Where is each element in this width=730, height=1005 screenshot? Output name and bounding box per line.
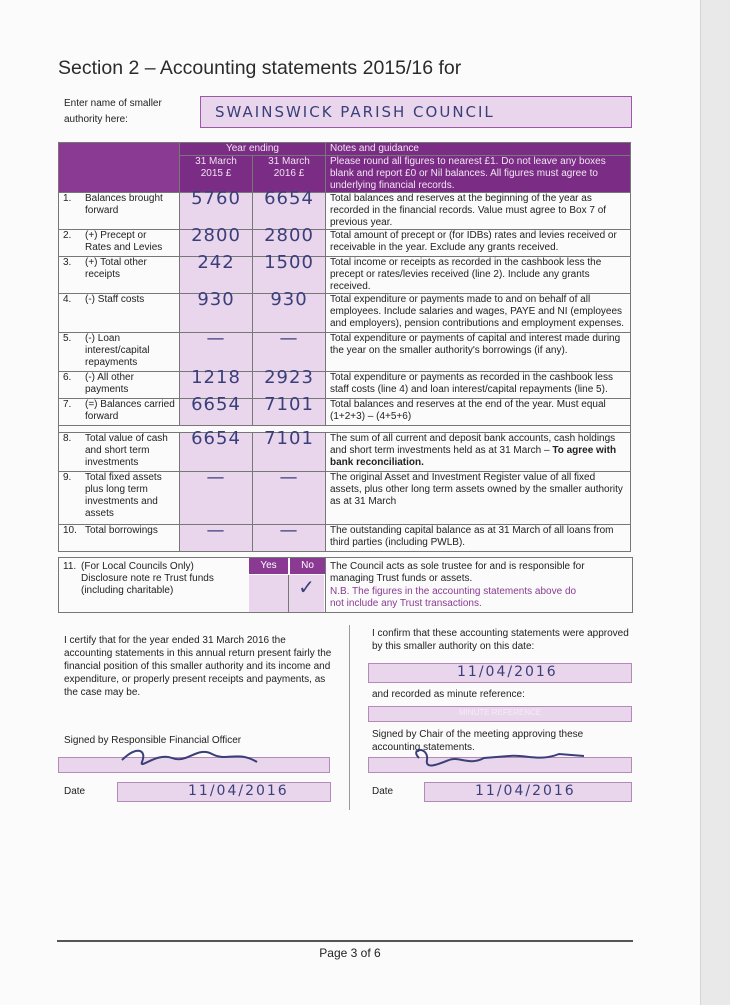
table-row bbox=[59, 525, 631, 552]
row-note-text: Total balances and reserves at the beginning of the year as recorded in the financial records. Value must agree to Box 7 of previous year. bbox=[330, 193, 607, 228]
value-2016: — bbox=[279, 520, 299, 541]
value-2015: — bbox=[206, 520, 226, 541]
chair-signature-field[interactable] bbox=[368, 757, 632, 773]
table-row bbox=[59, 472, 631, 525]
value-2015-cell[interactable] bbox=[180, 467, 253, 525]
value-2015-cell[interactable] bbox=[180, 289, 253, 333]
accounting-statements-table bbox=[58, 142, 631, 552]
value-2015-cell[interactable] bbox=[180, 328, 253, 372]
page-number: Page 3 of 6 bbox=[319, 946, 381, 960]
value-2016-cell[interactable] bbox=[253, 520, 326, 552]
table-row bbox=[59, 257, 631, 294]
row-number: 3. bbox=[59, 257, 82, 294]
row-note-bold: To agree with bank reconciliation. bbox=[330, 445, 617, 468]
row11-label: (For Local Councils Only) Disclosure note re Trust funds (including charitable) bbox=[81, 561, 214, 596]
row-number: 6. bbox=[59, 372, 82, 399]
header-blank bbox=[59, 143, 180, 193]
row-number: 5. bbox=[59, 333, 82, 372]
table-row bbox=[59, 333, 631, 372]
value-2015: 242 bbox=[197, 252, 235, 273]
row-note bbox=[326, 372, 631, 399]
year-ending-header: Year ending bbox=[180, 143, 326, 156]
value-2016: 7101 bbox=[264, 428, 314, 449]
row-note bbox=[326, 433, 631, 472]
row-note-text: Total amount of precept or (for IDBs) rates and levies received or receivable in the year. Exclude any grants received. bbox=[330, 230, 617, 253]
row11-note: The Council acts as sole trustee for and is responsible for managing Trust funds or assets. bbox=[330, 561, 585, 584]
value-2015: — bbox=[206, 467, 226, 488]
section-title: Section 2 – Accounting statements 2015/16 for bbox=[58, 57, 462, 79]
page-edge bbox=[700, 0, 730, 1005]
rfo-date-label: Date bbox=[64, 786, 86, 797]
value-2016-cell[interactable] bbox=[253, 394, 326, 426]
row-label: Total fixed assets plus long term investments and assets bbox=[81, 472, 180, 525]
row-number: 8. bbox=[59, 433, 82, 472]
authority-name-handwriting: SWAINSWICK PARISH COUNCIL bbox=[215, 103, 495, 121]
chair-date-handwriting: 11/04/2016 bbox=[475, 783, 576, 799]
minute-reference-field[interactable] bbox=[368, 706, 632, 722]
chair-date-label: Date bbox=[372, 786, 394, 797]
footer-rule bbox=[57, 940, 633, 942]
row-label: (-) All other payments bbox=[81, 372, 180, 399]
approval-date-handwriting: 11/04/2016 bbox=[457, 664, 558, 680]
value-2015: 2800 bbox=[191, 225, 241, 246]
minute-reference-placeholder: MINUTE REFERENCE bbox=[458, 708, 542, 717]
value-2016-cell[interactable] bbox=[253, 328, 326, 372]
row-note-text: Total expenditure or payments of capital and interest made during the year on the smaller authority's borrowings (if any). bbox=[330, 333, 621, 356]
table-row bbox=[59, 193, 631, 230]
row-note bbox=[326, 257, 631, 294]
value-2016: — bbox=[279, 467, 299, 488]
value-2015: 1218 bbox=[191, 367, 241, 388]
value-2016-cell[interactable] bbox=[253, 467, 326, 525]
row-note bbox=[326, 399, 631, 426]
row-label: (-) Staff costs bbox=[81, 294, 180, 333]
value-2015-cell[interactable] bbox=[180, 252, 253, 294]
row-note bbox=[326, 294, 631, 333]
value-2015-cell[interactable] bbox=[180, 394, 253, 426]
value-2015: 6654 bbox=[191, 428, 241, 449]
row-note-text: The original Asset and Investment Register value of all fixed assets, plus other long term assets owned by the smaller authority as at 31 March bbox=[330, 472, 623, 507]
row-number: 2. bbox=[59, 230, 82, 257]
value-2016-cell[interactable] bbox=[253, 252, 326, 294]
approval-date-field[interactable] bbox=[368, 663, 632, 683]
table-row bbox=[59, 294, 631, 333]
rfo-signature-field[interactable] bbox=[58, 757, 330, 773]
row-note-text: Total expenditure or payments as recorded in the cashbook less staff costs (line 4) and loan interest/capital repayments (line 5). bbox=[330, 372, 613, 395]
value-2016: 1500 bbox=[264, 252, 314, 273]
value-2016: — bbox=[279, 328, 299, 349]
chair-confirm-text: I confirm that these accounting statements were approved by this smaller authority on this date: bbox=[372, 628, 629, 652]
value-2016: 930 bbox=[270, 289, 308, 310]
chair-date-field[interactable] bbox=[424, 782, 632, 802]
row-label: (+) Precept or Rates and Levies bbox=[81, 230, 180, 257]
row-note bbox=[326, 472, 631, 525]
minute-reference-label: and recorded as minute reference: bbox=[372, 689, 525, 700]
table-row bbox=[59, 230, 631, 257]
trust-funds-section bbox=[58, 557, 633, 613]
value-2015: 930 bbox=[197, 289, 235, 310]
row-label: Balances brought forward bbox=[81, 193, 180, 230]
no-checkbox[interactable]: ✓ bbox=[289, 575, 324, 612]
value-2015-cell[interactable] bbox=[180, 188, 253, 230]
value-2015-cell[interactable] bbox=[180, 520, 253, 552]
row-label: (-) Loan interest/capital repayments bbox=[81, 333, 180, 372]
value-2016: 2923 bbox=[264, 367, 314, 388]
row-note bbox=[326, 193, 631, 230]
value-2016: 6654 bbox=[264, 188, 314, 209]
row-note-text: Total balances and reserves at the end of the year. Must equal (1+2+3) – (4+5+6) bbox=[330, 399, 606, 422]
row-label: Total borrowings bbox=[81, 525, 180, 552]
value-2015-cell[interactable] bbox=[180, 428, 253, 472]
column-divider bbox=[349, 625, 350, 810]
row-number: 1. bbox=[59, 193, 82, 230]
no-header: No bbox=[289, 558, 325, 574]
rfo-signed-label: Signed by Responsible Financial Officer bbox=[64, 735, 242, 746]
value-2016-cell[interactable] bbox=[253, 428, 326, 472]
value-2015: 6654 bbox=[191, 394, 241, 415]
row-note-text: The sum of all current and deposit bank accounts, cash holdings and short term investments held as at 31 March – bbox=[330, 433, 616, 456]
rfo-date-handwriting: 11/04/2016 bbox=[188, 783, 289, 799]
notes-guidance: Please round all figures to nearest £1. Do not leave any boxes blank and report £0 or Nil balances. All figures must agree to underlying financial records. bbox=[326, 156, 631, 193]
notes-header: Notes and guidance bbox=[326, 143, 631, 156]
value-2016-cell[interactable] bbox=[253, 289, 326, 333]
row-note bbox=[326, 525, 631, 552]
rfo-date-field[interactable] bbox=[117, 782, 331, 802]
table-row bbox=[59, 372, 631, 399]
col-2015-header: 31 March 2015 £ bbox=[180, 156, 253, 193]
yes-header: Yes bbox=[249, 558, 288, 574]
value-2016: 2800 bbox=[264, 225, 314, 246]
row-label: (=) Balances carried forward bbox=[81, 399, 180, 426]
value-2016: 7101 bbox=[264, 394, 314, 415]
table-row bbox=[59, 399, 631, 426]
col-2016-header: 31 March 2016 £ bbox=[253, 156, 326, 193]
row-note bbox=[326, 333, 631, 372]
chair-signed-label: Signed by Chair of the meeting approving these accounting statements. bbox=[372, 729, 584, 753]
row-note bbox=[326, 230, 631, 257]
value-2015: — bbox=[206, 328, 226, 349]
row-note-text: Total expenditure or payments made to and on behalf of all employees. Include salaries and wages, PAYE and NI (employees and employers), pension contributions and employment expenses. bbox=[330, 294, 625, 329]
value-2016-cell[interactable] bbox=[253, 188, 326, 230]
authority-name-field[interactable] bbox=[200, 96, 632, 128]
row-number: 10. bbox=[59, 525, 82, 552]
row-label: (+) Total other receipts bbox=[81, 257, 180, 294]
row11-number: 11. bbox=[63, 561, 77, 572]
chair-signature-icon bbox=[409, 744, 599, 774]
row-number: 9. bbox=[59, 472, 82, 525]
row11-nb: N.B. The figures in the accounting statements above do not include any Trust transactions. bbox=[330, 586, 577, 609]
row-note-text: Total income or receipts as recorded in the cashbook less the precept or rates/levies received (line 2). Include any grants received. bbox=[330, 257, 602, 292]
value-2015: 5760 bbox=[191, 188, 241, 209]
row-note-text: The outstanding capital balance as at 31 March of all loans from third parties (including PWLB). bbox=[330, 525, 614, 548]
enter-name-label: Enter name of smaller authority here: bbox=[64, 98, 162, 125]
yes-checkbox[interactable] bbox=[249, 575, 289, 612]
row-number: 7. bbox=[59, 399, 82, 426]
rfo-signature-icon bbox=[117, 740, 277, 774]
rfo-certification-text: I certify that for the year ended 31 March 2016 the accounting statements in this annual return present fairly the financial position of this smaller authority and its income and expenditure, or properly present receipts and payments, as the case may be. bbox=[64, 635, 332, 698]
table-row bbox=[59, 433, 631, 472]
row-label: Total value of cash and short term investments bbox=[81, 433, 180, 472]
row-number: 4. bbox=[59, 294, 82, 333]
